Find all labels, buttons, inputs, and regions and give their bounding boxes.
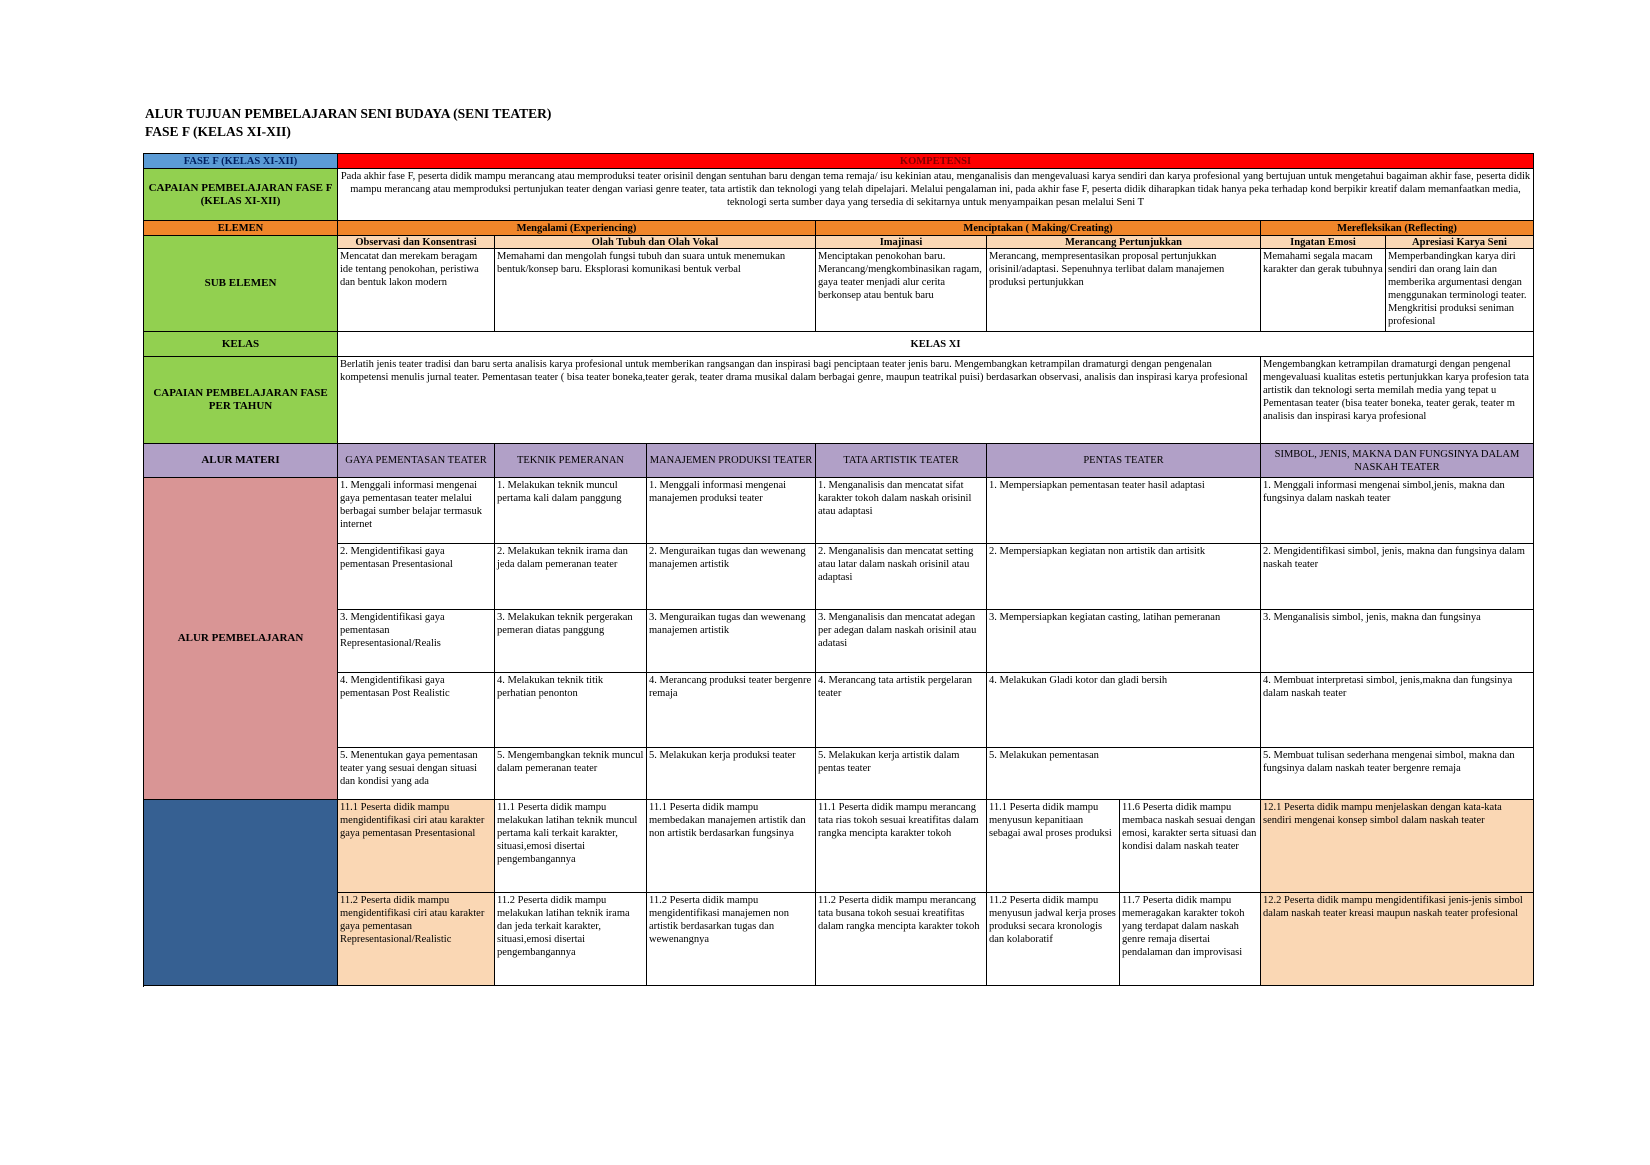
tujuan-cell: 11.2 Peserta didik mampu merancang tata busana tokoh sesuai kreatifitas dalam rangka mencipta karakter tokoh [816,893,987,986]
tujuan-cell: 11.1 Peserta didik mampu mengidentifikasi ciri atau karakter gaya pementasan Presentasional [338,800,495,893]
alur-cell: 3. Menganalisis simbol, jenis, makna dan fungsinya [1261,610,1534,673]
materi-item: MANAJEMEN PRODUKSI TEATER [647,444,816,478]
alur-cell: 3. Mempersiapkan kegiatan casting, latihan pemeranan [987,610,1261,673]
alur-pembelajaran-label: ALUR PEMBELAJARAN [144,478,338,800]
alur-cell: 1. Menggali informasi mengenai simbol,jenis, makna dan fungsinya dalam naskah teater [1261,478,1534,544]
sub-elemen-name: Observasi dan Konsentrasi [338,236,495,249]
capaian-fase-label: CAPAIAN PEMBELAJARAN FASE F (KELAS XI-XII) [144,169,338,221]
sub-elemen-name: Merancang Pertunjukkan [987,236,1261,249]
elemen-mengalami: Mengalami (Experiencing) [338,221,816,236]
sub-elemen-name: Olah Tubuh dan Olah Vokal [495,236,816,249]
sub-elemen-label: SUB ELEMEN [144,236,338,332]
alur-cell: 1. Menggali informasi mengenai manajemen produksi teater [647,478,816,544]
tujuan-cell: 12.2 Peserta didik mampu mengidentifikasi jenis-jenis simbol dalam naskah teater kreasi maupun naskah teater profesional [1261,893,1534,986]
tujuan-cell: 11.1 Peserta didik mampu melakukan latihan teknik muncul pertama kali terkait karakter, situasi,emosi disertai pengembangannya [495,800,647,893]
sub-elemen-desc: Memperbandingkan karya diri sendiri dan orang lain dan memberika argumentasi dengan menggunakan terminologi teater. Mengkritisi produksi seniman profesional [1386,249,1534,332]
tujuan-cell: 12.1 Peserta didik mampu menjelaskan dengan kata-kata sendiri mengenai konsep simbol dalam naskah teater [1261,800,1534,893]
alur-cell: 1. Menggali informasi mengenai gaya pementasan teater melalui berbagai sumber belajar termasuk internet [338,478,495,544]
materi-item: SIMBOL, JENIS, MAKNA DAN FUNGSINYA DALAM NASKAH TEATER [1261,444,1534,478]
document-subtitle: FASE F (KELAS XI-XII) [145,124,291,139]
capaian-tahun-text: Berlatih jenis teater tradisi dan baru serta analisis karya profesional untuk memberikan rangsangan dan inspirasi bagi penciptaan teater jenis baru. Mengembangkan ketrampilan dramaturgi dengan pengenalan kompetensi menulis jurnal teater. Pementasan teater ( bisa teater boneka,teater gerak, teater drama musikal dalam berbagai genre, maupun teatrikal puisi) berdasarkan observasi, analisis dan inspirasi karya profesional [338,357,1261,444]
sub-elemen-name: Imajinasi [816,236,987,249]
materi-item: PENTAS TEATER [987,444,1261,478]
kompetensi-header: KOMPETENSI [338,154,1534,169]
sub-elemen-name: Apresiasi Karya Seni [1386,236,1534,249]
alur-cell: 5. Membuat tulisan sederhana mengenai simbol, makna dan fungsinya dalam naskah teater bergenre remaja [1261,748,1534,800]
tujuan-cell: 11.2 Peserta didik mampu mengidentifikasi manajemen non artistik berdasarkan tugas dan wewenangnya [647,893,816,986]
tujuan-cell: 11.1 Peserta didik mampu menyusun kepanitiaan sebagai awal proses produksi [987,800,1120,893]
alur-cell: 2. Menguraikan tugas dan wewenang manajemen artistik [647,544,816,610]
alur-cell: 5. Melakukan kerja artistik dalam pentas teater [816,748,987,800]
document-title: ALUR TUJUAN PEMBELAJARAN SENI BUDAYA (SENI TEATER) [145,106,552,121]
elemen-label: ELEMEN [144,221,338,236]
alur-cell: 3. Melakukan teknik pergerakan pemeran diatas panggung [495,610,647,673]
sub-elemen-name: Ingatan Emosi [1261,236,1386,249]
alur-cell: 3. Mengidentifikasi gaya pementasan Representasional/Realis [338,610,495,673]
alur-cell: 1. Menganalisis dan mencatat sifat karakter tokoh dalam naskah orisinil atau adaptasi [816,478,987,544]
tujuan-cell: 11.7 Peserta didik mampu memeragakan karakter tokoh yang terdapat dalam naskah genre remaja disertai pendalaman dan improvisasi [1120,893,1261,986]
alur-cell: 3. Menguraikan tugas dan wewenang manajemen artistik [647,610,816,673]
materi-item: TATA ARTISTIK TEATER [816,444,987,478]
alur-cell: 5. Menentukan gaya pementasan teater yang sesuai dengan situasi dan kondisi yang ada [338,748,495,800]
alur-cell: 2. Mempersiapkan kegiatan non artistik dan artisitk [987,544,1261,610]
sub-elemen-desc: Merancang, mempresentasikan proposal pertunjukkan orisinil/adaptasi. Sepenuhnya terlibat dalam manajemen produksi pertunjukkan [987,249,1261,332]
alur-cell: 4. Melakukan Gladi kotor dan gladi bersih [987,673,1261,748]
capaian-fase-text: Pada akhir fase F, peserta didik mampu merancang atau memproduksi teater orisinil dengan sentuhan baru dengan tema remaja/ isu kekinian atau, menganalisis dan mengevaluasi karya sendiri dan karya profesional yang bertujuan untuk mengetahui bagaiman akhir fase, peserta didik mampu merancang atau memproduksi pertunjukan teater dengan variasi genre teater, tata artistik dan teknologi yang telah dipelajari. Melalui pengalaman ini, pada akhir fase F, peserta didik diharapkan tidak hanya peka terhadap kond berpikir kreatif dalam memanfaatkan media, teknologi serta sumber daya yang tersedia di sekitarnya untuk menyampaikan pesan melalui Seni T [338,169,1534,221]
sub-elemen-desc: Memahami segala macam karakter dan gerak tubuhnya [1261,249,1386,332]
sub-elemen-desc: Menciptakan penokohan baru. Merancang/mengkombinasikan ragam, gaya teater menjadi alur cerita berkonsep atau bentuk baru [816,249,987,332]
tujuan-cell: 11.2 Peserta didik mampu mengidentifikasi ciri atau karakter gaya pementasan Representasional/Realistic [338,893,495,986]
alur-cell: 2. Menganalisis dan mencatat setting atau latar dalam naskah orisinil atau adaptasi [816,544,987,610]
alur-cell: 5. Mengembangkan teknik muncul dalam pemeranan teater [495,748,647,800]
alur-cell: 4. Melakukan teknik titik perhatian penonton [495,673,647,748]
materi-item: GAYA PEMENTASAN TEATER [338,444,495,478]
alur-cell: 4. Merancang produksi teater bergenre remaja [647,673,816,748]
sub-elemen-desc: Mencatat dan merekam beragam ide tentang penokohan, peristiwa dan bentuk lakon modern [338,249,495,332]
alur-cell: 2. Mengidentifikasi simbol, jenis, makna dan fungsinya dalam naskah teater [1261,544,1534,610]
kelas-value: KELAS XI [338,332,1534,357]
alur-cell: 4. Membuat interpretasi simbol, jenis,makna dan fungsinya dalam naskah teater [1261,673,1534,748]
capaian-tahun-text: Mengembangkan ketrampilan dramaturgi dengan pengenal mengevaluasi kualitas estetis pertunjukkan karya profesion tata artistik dan teknologi serta memilah media yang tepat u Pementasan teater (bisa teater boneka, teater gerak, teater m analisis dan inspirasi karya profesional [1261,357,1534,444]
alur-cell: 2. Mengidentifikasi gaya pementasan Presentasional [338,544,495,610]
alur-cell: 3. Menganalisis dan mencatat adegan per adegan dalam naskah orisinil atau adatasi [816,610,987,673]
sub-elemen-desc: Memahami dan mengolah fungsi tubuh dan suara untuk menemukan bentuk/konsep baru. Eksplorasi komunikasi bentuk verbal [495,249,816,332]
capaian-tahun-label: CAPAIAN PEMBELAJARAN FASE PER TAHUN [144,357,338,444]
alur-cell: 4. Mengidentifikasi gaya pementasan Post Realistic [338,673,495,748]
fase-header: FASE F (KELAS XI-XII) [144,154,338,169]
tujuan-label-block [144,800,338,986]
materi-item: TEKNIK PEMERANAN [495,444,647,478]
alur-cell: 5. Melakukan pementasan [987,748,1261,800]
alur-cell: 4. Merancang tata artistik pergelaran teater [816,673,987,748]
tujuan-cell: 11.1 Peserta didik mampu membedakan manajemen artistik dan non artistik berdasarkan fungsinya [647,800,816,893]
alur-cell: 1. Mempersiapkan pementasan teater hasil adaptasi [987,478,1261,544]
alur-cell: 2. Melakukan teknik irama dan jeda dalam pemeranan teater [495,544,647,610]
kelas-label: KELAS [144,332,338,357]
tujuan-cell: 11.2 Peserta didik mampu melakukan latihan teknik irama dan jeda terkait karakter, situasi,emosi disertai pengembangannya [495,893,647,986]
elemen-menciptakan: Menciptakan ( Making/Creating) [816,221,1261,236]
atp-table [143,153,1534,987]
tujuan-cell: 11.1 Peserta didik mampu merancang tata rias tokoh sesuai kreatifitas dalam rangka mencipta karakter tokoh [816,800,987,893]
elemen-merefleksikan: Merefleksikan (Reflecting) [1261,221,1534,236]
tujuan-cell: 11.2 Peserta didik mampu menyusun jadwal kerja proses produksi secara kronologis dan kolaboratif [987,893,1120,986]
tujuan-cell: 11.6 Peserta didik mampu membaca naskah sesuai dengan emosi, karakter serta situasi dan kondisi dalam naskah teater [1120,800,1261,893]
alur-cell: 1. Melakukan teknik muncul pertama kali dalam panggung [495,478,647,544]
alur-materi-label: ALUR MATERI [144,444,338,478]
alur-cell: 5. Melakukan kerja produksi teater [647,748,816,800]
